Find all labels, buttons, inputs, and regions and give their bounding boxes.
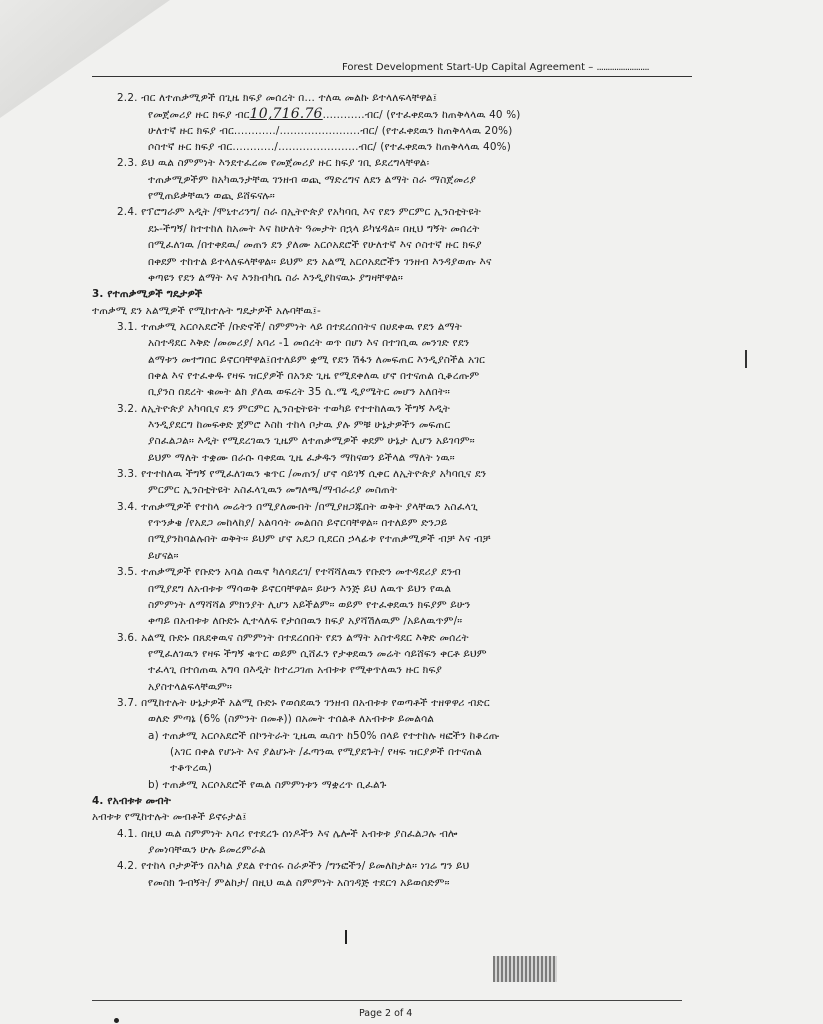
text-line [148, 108, 521, 122]
line-text: ተቆጥረዉ) [170, 762, 213, 775]
line-text: 4. የአብቱቱ መብት [92, 795, 171, 808]
line-text: 3.4. ተጠቃሚዎች የተከላ መሬትን በሚያለሙበት /በሚያዘጋጁበት ወቅት ያላቸዉን አስፈላጊ [117, 500, 478, 513]
line-text: ያመነባቸዉን ሁሉ ይመረምራል [148, 844, 266, 857]
text-line [148, 386, 450, 399]
text-line [148, 354, 485, 367]
text-line [117, 321, 462, 334]
line-text: 3.2. ለኢትዮጵያ አካባቢና ደን ምርምር ኢንስቲትዩት ተወካይ የተተከለዉን ችግኝ እዲት [117, 402, 451, 415]
text-line [117, 468, 486, 481]
line-text: የጥንቃቄ /የአደጋ መከላከያ/ አልባሳት መልበስ ይኖርባቸዋል። በተለይም ድንጋይ [148, 517, 448, 530]
line-text: በሚፈለገዉ /በተቀደዉ/ መጠን ደን ያለሙ አርሶአደሮች የሁለተኛ እና ሶስተኛ ዙር ክፍያ [148, 239, 482, 252]
line-text: ይህም ማለት ተቋሙ በራሱ ባቀደዉ ጊዜ ፈቃዱን ማከናወን ይችላል ማለት ነዉ። [148, 451, 455, 464]
footer-rule [92, 1000, 682, 1001]
text-line [148, 664, 442, 677]
text-line [92, 305, 321, 318]
text-line [92, 795, 171, 808]
text-line [148, 370, 479, 383]
text-line [148, 877, 450, 890]
line-text: የሚፈለገዉን የዛፍ ችግኝ ቁጥር ወይም ሲሸፈን የታቀደዉን መሬት ሳይሸፍን ቀርቶ ይህም [148, 647, 487, 660]
text-line [117, 403, 450, 416]
text-line [148, 190, 275, 203]
text-line [148, 779, 386, 792]
header-title: Forest Development Start-Up Capital Agreement – [342, 62, 594, 73]
text-line [170, 746, 482, 759]
line-text: b) ተጠቃሚ አርሶአደሮች የዉል ስምምነቱን ማቋረጥ ቢፈልጉ [148, 778, 387, 791]
text-line [148, 223, 480, 236]
text-line [148, 272, 403, 285]
line-text: ያስፈልጋል። እዲት የሚደረገዉን ጊዜም ለተጠቃሚዎች ቀደም ሁኔታ ሊሆን አይገባም። [148, 435, 475, 448]
line-text: 4.2. የተከላ ቦታዎችን በአካል ያደል የተሰሩ ስራዎችን /ግንፎችን/ ይመለከታል። ነገሬ ግን ይህ [117, 860, 470, 873]
text-line [148, 615, 462, 628]
line-text: ወለድ ምጣኔ (6% (ስምንት በመቶ)) በአመት ተሰልቶ ለአብቱቱ ይመልሳል [148, 713, 435, 726]
line-text: በቀል እና የተፈቀዱ የዛፍ ዝርያዎች በአንድ ጊዜ የሚደቀለዉ ሆኖ በተናጠል ሲቆረጡም [148, 369, 480, 382]
line-text: 2.2. ብር ለተጠቃሚዎች በጊዜ ክፍያ መሰረት በ... ተለዉ መልኩ ይተላለፍላቸዋል፤ [117, 92, 438, 104]
line-text: አያስተላልፍላቸዉም። [148, 680, 233, 693]
text-line [148, 730, 499, 743]
line-text: ሶስተኛ ዙር ክፍያ ብር............/.......................ብር/ (የተፈቀደዉን ከጠቅላላዉ 40%) [148, 141, 511, 154]
line-text: የመጀመሪያ ዙር ክፍያ ብር [148, 109, 250, 122]
text-line [148, 533, 491, 546]
line-text: ተጠቃሚ ደን አልሚዎች የሚከተሉት ግዴታዎች አሉባቸዉ፤- [92, 304, 321, 317]
text-line [148, 337, 469, 350]
line-text: 4.1. በዚህ ዉል ስምምነት አባሪ የተደረጉ ሰነዶችን እና ሌሎች አብቱቱ ያስፈልጋሉ ብሎ [117, 827, 458, 840]
text-line [117, 860, 469, 873]
binding-hole [114, 1018, 119, 1023]
text-line [148, 452, 455, 465]
text-line [117, 828, 458, 841]
line-text: 3. የተጠቃሚዎች ግዴታዎች [92, 288, 203, 301]
text-line [148, 583, 451, 596]
line-text: ተጠቃሚዎችም ከአካዉንታቸዉ ገንዘብ ወጪ ማድረግና ለደን ልማት ስራ ማስጀመሪያ [148, 173, 476, 186]
handwritten-amount: 10,716.76 [249, 106, 323, 123]
line-text: በሚያንከባልሉበት ወቅት። ይህም ሆኖ አደጋ ቢደርስ ኃላፊቱ የተጠቃሚዎች ብቻ እና ብቻ [148, 533, 491, 546]
line-text: 2.3. ይህ ዉል ስምምነት እንደተፈረመ የመጀመሪያ ዙር ክፍያ ገቢ ይደረግላቸዋል፡ [117, 157, 430, 170]
line-text: ስምምነት ለማሻሻል ምክንያት ሊሆን አይችልም። ወይም የተፈቀደዉን ክፍያም ይሁን [148, 598, 471, 611]
line-text: በሚያደግ ለአብቱቱ ማሳወቅ ይኖርባቸዋል። ይሁን እንጅ ይህ ለዉጥ ይህን የዉል [148, 582, 452, 595]
line-text: ደኑ-ችግኝ/ ከተተከለ ከአመት እና ከሁለት ዓመታት በኋላ ይካሄዳል። በዚህ ግኝት መሰረት [148, 222, 480, 235]
line-text: 3.5. ተጠቃሚዎች የቡድን አባል ሰዉኖ ካለሳደረገ/ የተሻሻለዉን የቡድን መተዳደሪያ ደንብ [117, 566, 461, 579]
text-line [148, 517, 447, 530]
text-line [148, 419, 450, 432]
line-text: 3.7. በሚከተሉት ሁኔታዎች አልሚ ቡድኑ የወሰደዉን ገንዘብ በአብቱቱ የወጣቶች ተዘዋዋሪ ብድር [117, 696, 490, 709]
text-line [148, 648, 487, 661]
line-text: 3.6. አልሚ ቡድኑ በጸደቀዉና ስምምነት በተደረሰበት የደን ልማት አስተዳደር እቅድ መሰረት [117, 631, 469, 644]
line-text: አስተዳደር እቅድ /መመሪያ/ አባሪ -1 መሰረት ወጥ በሆነ እና በተገቢዉ መንገድ የደን [148, 337, 470, 350]
text-line [170, 762, 212, 775]
line-text: ተፈላጊ በተሰጠዉ አግባ በእዲት ከተረጋገጠ አብቱቱ የሚቀጥለዉን ዙር ክፍያ [148, 664, 443, 677]
line-text: 3.3. የተተከለዉ ችግኝ የሚፈለገዉን ቁጥር /መጠን/ ሆኖ ሳይገኝ ሲቀር ለኢትዮጵያ አካባቢና ደን [117, 468, 487, 481]
line-text: ምርምር ኢንስቲትዩት አስፈላጊዉን መግለጫ/ማብራሪያ መስጠት [148, 484, 398, 497]
line-text: የሚጠይቃቸዉን ወጪ ይሸፍናሉ። [148, 190, 275, 203]
line-text: ቀጣይ በአብቱቱ ለቡድኑ ሊተላለፍ የታሰበዉን ክፍያ አያሻሽለዉም /አይለዉጥም/። [148, 615, 463, 628]
text-line [148, 550, 179, 563]
line-text: ሁለተኛ ዙር ክፍያ ብር............/.......................ብር/ (የተፈቀደዉን ከጠቅላላዉ 20%) [148, 124, 513, 137]
line-text: a) ተጠቃሚ አርሶአደሮች በኮንትራት ጊዜዉ ዉስጥ ከ50% በላይ የተተከሉ ዛፎችን ከቆረጡ [148, 729, 500, 742]
line-text-rest: ............ብር/ (የተፈቀደዉን ከጠቅላላዉ 40 %) [322, 109, 521, 122]
text-line [117, 157, 429, 170]
line-text: ይሆናል። [148, 549, 179, 562]
line-text: ልማቱን መተግበር ይኖርባቸዋል፤በተለይም ቋሚ የደን ሽፋን ለመፍጠር እንዲያስችል አገር [148, 353, 486, 366]
text-line [148, 141, 511, 154]
line-text: 2.4. የፕሮግራም አዲት /ሞኒተሪንግ/ ስራ በኢትዮጵያ የአካባቢ እና የደን ምርምር ኢንስቲትዩት [117, 206, 481, 219]
text-line [117, 697, 490, 710]
text-line [117, 92, 437, 105]
text-line [148, 256, 492, 269]
barcode-stamp [493, 956, 557, 982]
margin-mark [745, 350, 747, 368]
text-line [92, 811, 247, 824]
text-line [148, 174, 476, 187]
text-line [148, 239, 482, 252]
page-number: Page 2 of 4 [359, 1008, 413, 1019]
line-text: ቢያንስ በደረት ቁመት ልክ ያለዉ ወፍረት 35 ሴ.ሜ ዲያሜትር መሆን አለበት። [148, 386, 451, 399]
text-line [148, 435, 475, 448]
line-text: እንዲያደርግ ከመፍቀድ ጀምሮ እስከ ተከላ ቦታዉ ያሉ ምቹ ሁኔታዎችን መፍጠር [148, 419, 451, 431]
line-text: በቀደም ተከተል ይተላለፍላቸዋል። ይህም ደን አልሚ አርሶአደሮችን ገንዘብ እንዳያወጡ እና [148, 255, 492, 268]
line-text: ቀጣዩን የደን ልማት እና እንክብካቤ ስራ እንዲያከናዉኑ ያግዛቸዋል። [148, 271, 404, 284]
text-line [148, 125, 513, 138]
page-header [342, 62, 649, 73]
line-text: አብቱቱ የሚከተሉት መብቶች ይኖሩታል፤ [92, 811, 247, 824]
text-line [148, 484, 397, 497]
text-line [92, 288, 202, 301]
text-line [148, 844, 266, 857]
line-text: (አገር በቀል የሆኑት እና ያልሆኑት /ፈጣንዉ የሚያደጉት/ የዛፍ ዝርያዎች በተናጠል [170, 746, 483, 758]
stray-mark [345, 930, 347, 944]
text-line [117, 206, 481, 219]
line-text: የመስክ ጉብኝት/ ምልከታ/ በዚህ ዉል ስምምነት አስገዳጅ ተደርጎ አይወሰድም። [148, 876, 450, 889]
line-text: 3.1. ተጠቃሚ አርሶአደሮች /ቡድኖች/ ስምምነት ላይ በተደረሰበትና በሀደቀዉ የደን ልማት [117, 320, 462, 333]
text-line [117, 501, 478, 514]
text-line [117, 566, 461, 579]
text-line [148, 599, 470, 612]
header-rule [92, 76, 692, 77]
text-line [148, 713, 434, 726]
header-fill: ........................ [596, 62, 649, 73]
text-line [117, 632, 469, 645]
text-line [148, 681, 232, 694]
